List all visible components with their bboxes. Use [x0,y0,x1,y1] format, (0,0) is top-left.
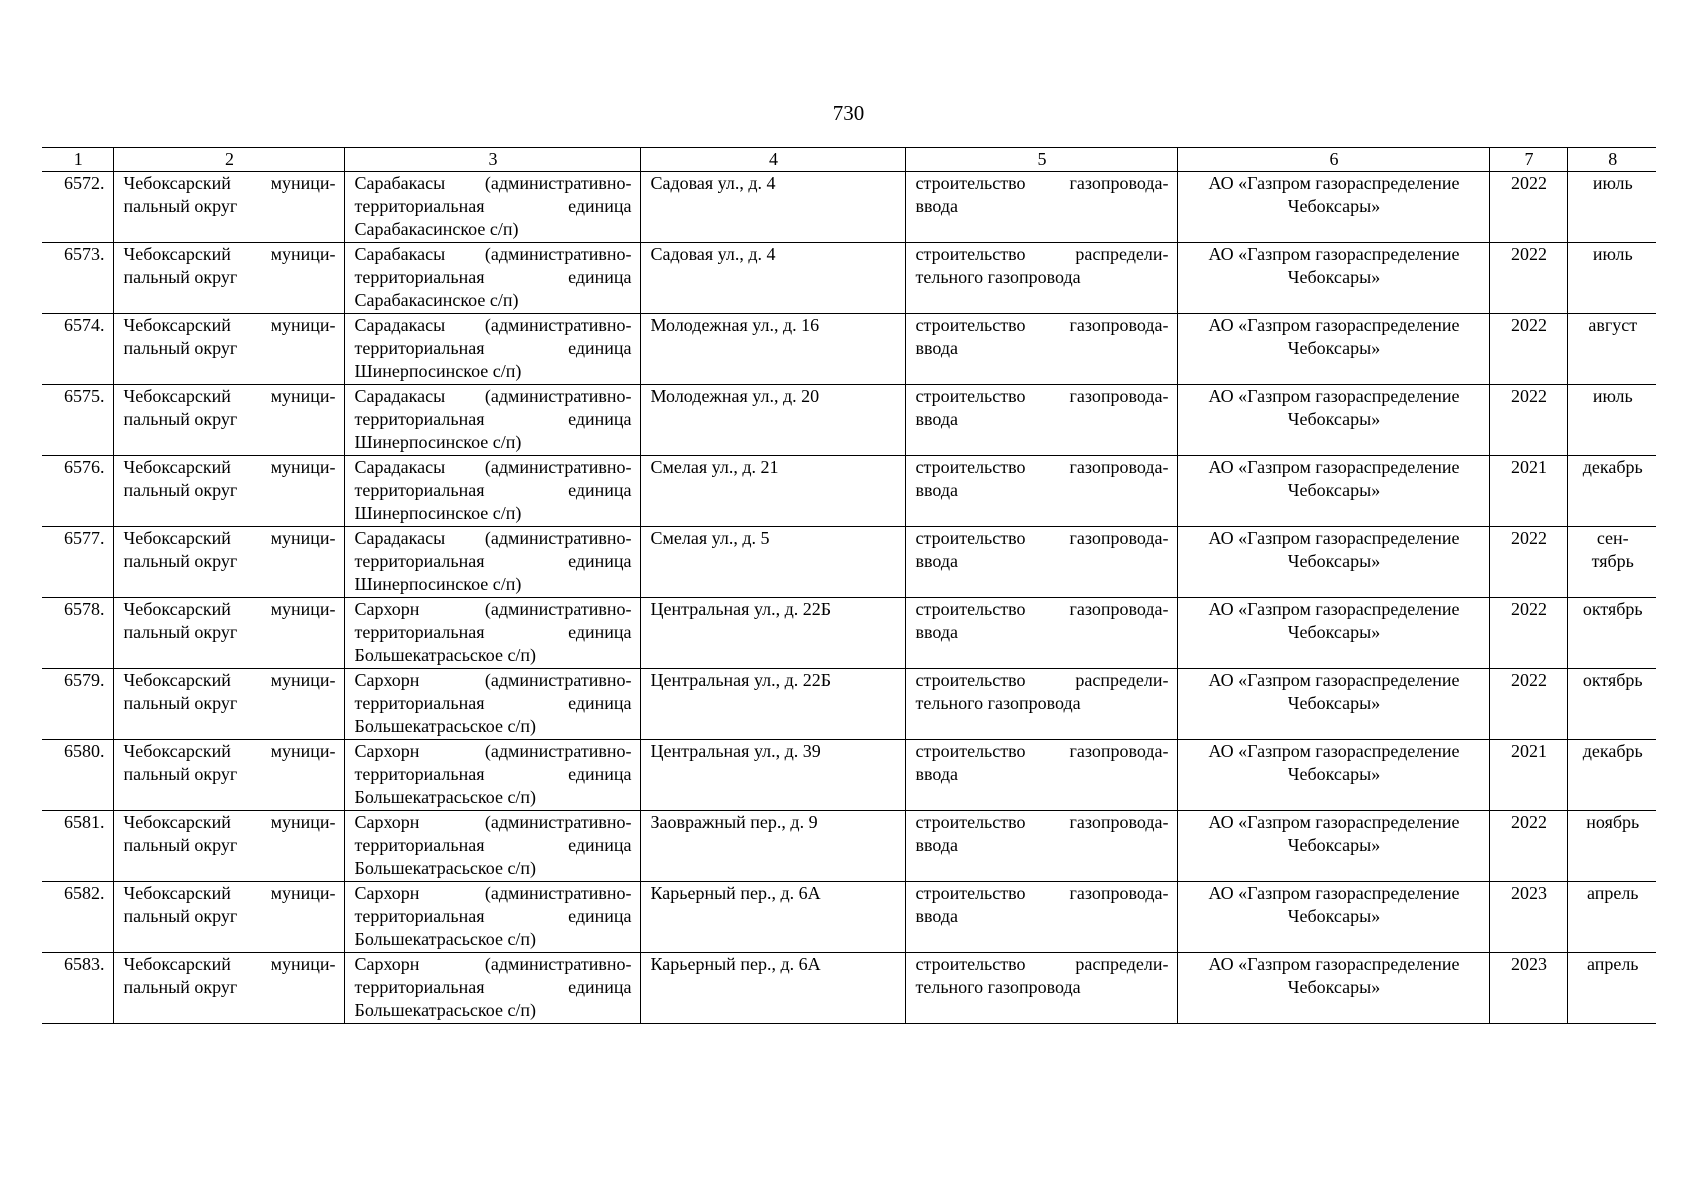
year-cell: 2022 [1489,527,1567,598]
year-cell: 2022 [1489,243,1567,314]
column-header: 2 [113,148,344,172]
district-cell: Чебоксарский муници-пальный округ [113,669,344,740]
organization-cell: АО «Газпром газораспределение Чебоксары» [1177,385,1489,456]
work-type-cell: строительство газопровода-ввода [905,598,1177,669]
district-cell: Чебоксарский муници-пальный округ [113,385,344,456]
table-row [42,811,1656,882]
month-cell: октябрь [1567,669,1656,740]
table-row [42,740,1656,811]
work-type-cell: строительство газопровода-ввода [905,314,1177,385]
column-header: 3 [344,148,640,172]
table-row [42,669,1656,740]
district-cell: Чебоксарский муници-пальный округ [113,740,344,811]
district-cell: Чебоксарский муници-пальный округ [113,172,344,243]
column-header: 5 [905,148,1177,172]
district-cell: Чебоксарский муници-пальный округ [113,598,344,669]
settlement-cell: Сархорн (административно-территориальная единица Большекатрасьское с/п) [344,598,640,669]
table-row [42,243,1656,314]
organization-cell: АО «Газпром газораспределение Чебоксары» [1177,314,1489,385]
address-cell: Карьерный пер., д. 6А [640,882,905,953]
organization-cell: АО «Газпром газораспределение Чебоксары» [1177,953,1489,1024]
month-cell: август [1567,314,1656,385]
month-cell: апрель [1567,953,1656,1024]
address-cell: Молодежная ул., д. 16 [640,314,905,385]
month-cell: июль [1567,243,1656,314]
organization-cell: АО «Газпром газораспределение Чебоксары» [1177,172,1489,243]
table-row [42,953,1656,1024]
address-cell: Молодежная ул., д. 20 [640,385,905,456]
row-number-cell: 6578. [42,598,113,669]
work-type-cell: строительство газопровода-ввода [905,172,1177,243]
row-number-cell: 6575. [42,385,113,456]
month-cell: октябрь [1567,598,1656,669]
row-number-cell: 6580. [42,740,113,811]
organization-cell: АО «Газпром газораспределение Чебоксары» [1177,669,1489,740]
row-number-cell: 6573. [42,243,113,314]
year-cell: 2022 [1489,314,1567,385]
address-cell: Садовая ул., д. 4 [640,243,905,314]
district-cell: Чебоксарский муници-пальный округ [113,953,344,1024]
work-type-cell: строительство газопровода-ввода [905,811,1177,882]
district-cell: Чебоксарский муници-пальный округ [113,527,344,598]
settlement-cell: Сархорн (административно-территориальная единица Большекатрасьское с/п) [344,669,640,740]
year-cell: 2022 [1489,669,1567,740]
year-cell: 2022 [1489,385,1567,456]
row-number-cell: 6577. [42,527,113,598]
work-type-cell: строительство распредели-тельного газопровода [905,953,1177,1024]
year-cell: 2021 [1489,456,1567,527]
district-cell: Чебоксарский муници-пальный округ [113,811,344,882]
column-header: 1 [42,148,113,172]
organization-cell: АО «Газпром газораспределение Чебоксары» [1177,456,1489,527]
address-cell: Смелая ул., д. 5 [640,527,905,598]
row-number-cell: 6576. [42,456,113,527]
month-cell: июль [1567,172,1656,243]
year-cell: 2021 [1489,740,1567,811]
work-type-cell: строительство распредели-тельного газопровода [905,669,1177,740]
settlement-cell: Сарадакасы (административно-территориальная единица Шинерпосинское с/п) [344,314,640,385]
table-row [42,314,1656,385]
settlement-cell: Сархорн (административно-территориальная единица Большекатрасьское с/п) [344,882,640,953]
district-cell: Чебоксарский муници-пальный округ [113,882,344,953]
year-cell: 2022 [1489,598,1567,669]
settlement-cell: Сарадакасы (административно-территориальная единица Шинерпосинское с/п) [344,527,640,598]
row-number-cell: 6583. [42,953,113,1024]
settlement-cell: Сархорн (административно-территориальная единица Большекатрасьское с/п) [344,811,640,882]
address-cell: Садовая ул., д. 4 [640,172,905,243]
settlement-cell: Сарадакасы (административно-территориальная единица Шинерпосинское с/п) [344,456,640,527]
month-cell: сен-тябрь [1567,527,1656,598]
row-number-cell: 6572. [42,172,113,243]
organization-cell: АО «Газпром газораспределение Чебоксары» [1177,598,1489,669]
row-number-cell: 6582. [42,882,113,953]
row-number-cell: 6581. [42,811,113,882]
month-cell: ноябрь [1567,811,1656,882]
work-type-cell: строительство газопровода-ввода [905,527,1177,598]
table-row [42,527,1656,598]
district-cell: Чебоксарский муници-пальный округ [113,243,344,314]
row-number-cell: 6579. [42,669,113,740]
month-cell: апрель [1567,882,1656,953]
work-type-cell: строительство распредели-тельного газопровода [905,243,1177,314]
settlement-cell: Сархорн (административно-территориальная единица Большекатрасьское с/п) [344,953,640,1024]
organization-cell: АО «Газпром газораспределение Чебоксары» [1177,527,1489,598]
organization-cell: АО «Газпром газораспределение Чебоксары» [1177,811,1489,882]
table-row [42,598,1656,669]
column-header: 8 [1567,148,1656,172]
address-cell: Центральная ул., д. 39 [640,740,905,811]
work-type-cell: строительство газопровода-ввода [905,740,1177,811]
column-header: 6 [1177,148,1489,172]
table-row [42,456,1656,527]
settlement-cell: Сарабакасы (административно-территориальная единица Сарабакасинское с/п) [344,243,640,314]
address-cell: Центральная ул., д. 22Б [640,669,905,740]
district-cell: Чебоксарский муници-пальный округ [113,314,344,385]
month-cell: июль [1567,385,1656,456]
settlement-cell: Сарабакасы (административно-территориальная единица Сарабакасинское с/п) [344,172,640,243]
address-cell: Центральная ул., д. 22Б [640,598,905,669]
address-cell: Заовражный пер., д. 9 [640,811,905,882]
table-row [42,172,1656,243]
year-cell: 2022 [1489,172,1567,243]
district-cell: Чебоксарский муници-пальный округ [113,456,344,527]
row-number-cell: 6574. [42,314,113,385]
address-cell: Смелая ул., д. 21 [640,456,905,527]
settlement-cell: Сарадакасы (административно-территориальная единица Шинерпосинское с/п) [344,385,640,456]
column-header: 4 [640,148,905,172]
column-header: 7 [1489,148,1567,172]
work-type-cell: строительство газопровода-ввода [905,385,1177,456]
year-cell: 2023 [1489,953,1567,1024]
work-type-cell: строительство газопровода-ввода [905,456,1177,527]
settlement-cell: Сархорн (административно-территориальная единица Большекатрасьское с/п) [344,740,640,811]
table-header-row [42,148,1656,172]
month-cell: декабрь [1567,456,1656,527]
year-cell: 2022 [1489,811,1567,882]
year-cell: 2023 [1489,882,1567,953]
month-cell: декабрь [1567,740,1656,811]
work-type-cell: строительство газопровода-ввода [905,882,1177,953]
table-row [42,882,1656,953]
page-number: 730 [832,101,865,125]
organization-cell: АО «Газпром газораспределение Чебоксары» [1177,740,1489,811]
table-row [42,385,1656,456]
organization-cell: АО «Газпром газораспределение Чебоксары» [1177,243,1489,314]
gas-pipeline-schedule-table [42,147,1656,1024]
organization-cell: АО «Газпром газораспределение Чебоксары» [1177,882,1489,953]
address-cell: Карьерный пер., д. 6А [640,953,905,1024]
